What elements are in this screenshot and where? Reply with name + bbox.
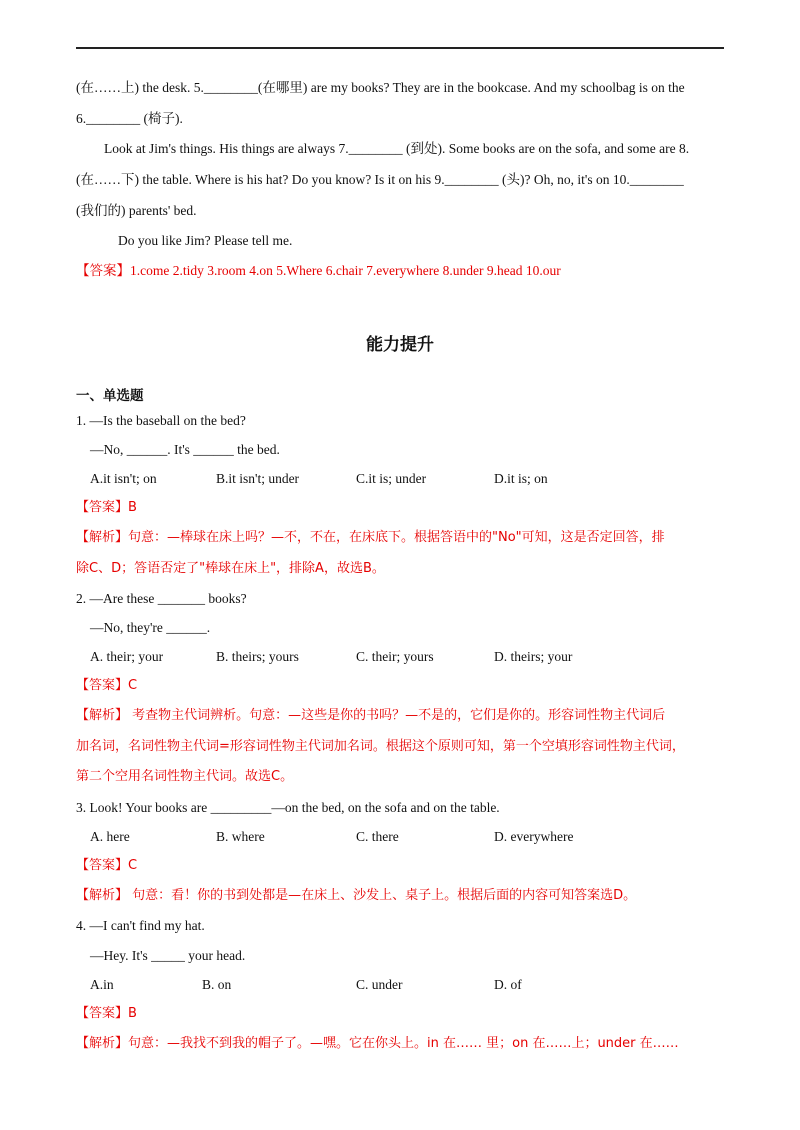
passage-line: (在……下) the table. Where is his hat? Do you know? Is it on his 9.________ (头)? Oh, no, it's on 10.________ — [76, 172, 684, 187]
analysis-line: 除C、D；答语否定了"棒球在床上"，排除A，故选B。 — [76, 561, 385, 576]
option-c: C. under — [356, 977, 403, 992]
option-d: D. of — [494, 977, 522, 992]
question-stem: 2. —Are these _______ books? — [76, 591, 247, 606]
option-a: A. their; your — [90, 649, 164, 664]
passage-line: (我们的) parents' bed. — [76, 203, 197, 218]
question-dialog: —No, ______. It's ______ the bed. — [90, 442, 280, 457]
option-c: C. their; yours — [356, 649, 434, 664]
option-c: C. there — [356, 829, 399, 844]
question-dialog: —Hey. It's _____ your head. — [90, 948, 246, 963]
passage-line: Look at Jim's things. His things are always 7.________ (到处). Some books are on the sofa, and some are 8. — [104, 141, 690, 156]
question-stem: 1. —Is the baseball on the bed? — [76, 413, 246, 428]
option-a: A.in — [90, 977, 114, 992]
question-stem: 4. —I can't find my hat. — [76, 918, 205, 933]
subsection-title: 一、单选题 — [76, 388, 144, 404]
option-d: D. everywhere — [494, 829, 574, 844]
passage-line: (在……上) the desk. 5.________(在哪里) are my books? They are in the bookcase. And my schoolbag is on the — [76, 80, 685, 95]
passage-line: Do you like Jim? Please tell me. — [118, 233, 293, 248]
question-options — [90, 648, 690, 666]
option-a: A.it isn't; on — [90, 471, 157, 486]
option-b: B.it isn't; under — [216, 471, 300, 486]
analysis-line: 第二个空用名词性物主代词。故选C。 — [76, 769, 294, 784]
analysis-line: 加名词，名词性物主代词=形容词性物主代词加名词。根据这个原则可知，第一个空填形容词性物主代词， — [76, 739, 685, 754]
question-options — [90, 470, 690, 488]
option-d: D. theirs; your — [494, 649, 573, 664]
option-b: B. on — [202, 977, 232, 992]
answer-label: 【答案】B — [76, 1006, 137, 1021]
answer-label: 【答案】B — [76, 500, 137, 515]
option-a: A. here — [90, 829, 130, 844]
option-b: B. where — [216, 829, 265, 844]
analysis-line: 【解析】句意：—棒球在床上吗？—不，不在，在床底下。根据答语中的"No"可知，这是否定回答，排 — [76, 530, 665, 545]
section-title: 能力提升 — [366, 335, 434, 355]
question-dialog: —No, they're ______. — [90, 620, 211, 635]
question-options — [90, 828, 690, 846]
analysis-line: 【解析】 考查物主代词辨析。句意：—这些是你的书吗？—不是的，它们是你的。形容词性物主代词后 — [76, 708, 666, 723]
header-rule — [76, 47, 724, 49]
analysis-line: 【解析】 句意：看！你的书到处都是—在床上、沙发上、桌子上。根据后面的内容可知答案选D。 — [76, 888, 637, 903]
option-b: B. theirs; yours — [216, 649, 299, 664]
passage-answer: 【答案】1.come 2.tidy 3.room 4.on 5.Where 6.chair 7.everywhere 8.under 9.head 10.our — [76, 263, 561, 278]
question-options — [90, 976, 690, 994]
answer-label: 【答案】C — [76, 858, 138, 873]
passage-line: 6.________ (椅子). — [76, 111, 183, 126]
option-c: C.it is; under — [356, 471, 427, 486]
answer-label: 【答案】C — [76, 678, 138, 693]
option-d: D.it is; on — [494, 471, 548, 486]
question-stem: 3. Look! Your books are _________—on the bed, on the sofa and on the table. — [76, 800, 500, 815]
analysis-line: 【解析】句意：—我找不到我的帽子了。—嘿。它在你头上。in 在…… 里；on 在……上；under 在…… — [76, 1036, 679, 1051]
